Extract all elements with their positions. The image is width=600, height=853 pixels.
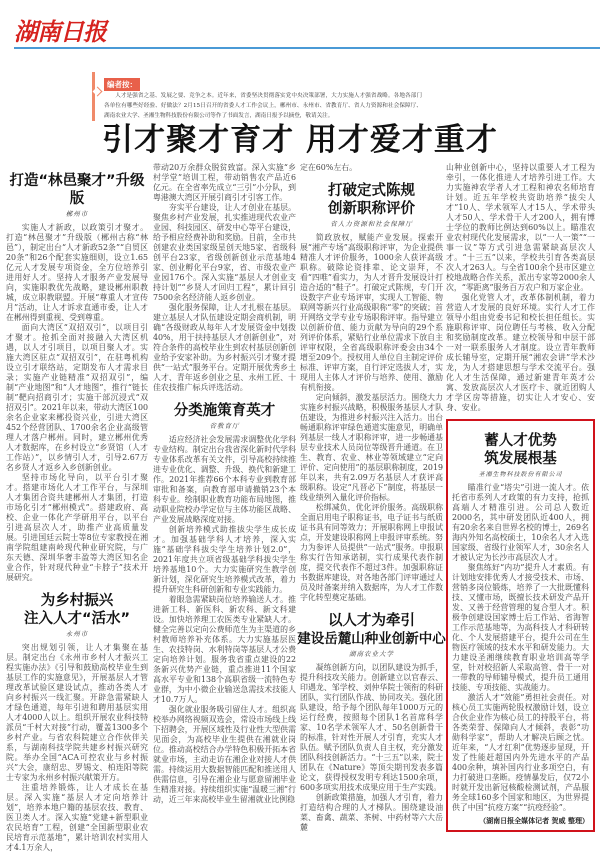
article-paragraph: 松绑减负，优化评价服务。高级职称全面启用电子职称证书，电子证书与纸质证书具有同等效力；开展职称网上申报试点，开发建设职称网上申报评审系统。努力为参评人员提供“一站式”服务。申报职称实行告知承诺制，实行成果代表作制度，提交代表作不超过3件。加强职称证书数据库建设，对各地各部门评审通过人员及时备案并纳入数据库，为人才工作数字化转型奠定基础。 [300,503,443,602]
article-paragraph: 激活人才“效能”勇担社会责任。对核心员工实施两轮股权激励计划，设立合伙企业作为核心员工的持股平台，将各类荣誉、保障向人才倾斜，表彰“功勋科学家”，帮助人才解决后顾之忧。近年来，“人才红利”优势逐步显现，开发了性能赶超国内外先进水平的产品400余种，填补国内行业多项空白，有力打破进口垄断。疫情暴发后，仅72小时就开发出新冠核酸检测试剂，产品服务全球160多个国家和地区，为世界提供了中国“抗疫方案”“抗疫经验”。 [452,693,589,812]
column-1 [6,163,148,853]
editor-note-text: 人才是强省之基、发展之要、竞争之本。近年来，省委坚决贯彻落实党中央决策部署，大力实施人才强省战略。各地各部门各单位有哪些好经验、好做法？2月15日召开的省委人才工作会议上，郴州市、永州市、省教育厅、省人力资源和社会保障厅、湖南农业大学、圣湘生物科技股份有限公司等作了书面发言，湖南日报予以摘登，敬请关注。 [104,93,422,119]
article-paragraph: 瞄准行业“塔尖”引进一流人才。依托省市系列人才政策的有力支持，抢抓高端人才精准引进。公司总人数近2000名，其中研发团队近400人，拥有20余名来自世界名校的博士，269名海内外知名高校硕士，10余名人才入选国家级、省级行业领军人才，30余名人才被认定为长沙市高层次人才。 [452,483,589,562]
article-body [452,483,589,813]
article-title-line: 筑发展根基 [484,451,557,467]
article-byline: 郴州市 [65,210,89,218]
article-paragraph: 强化党管人才，改革体制机制，着力营造人才发展的良好环境。实行人才工作领导小组由党委书记和校长担任组长。实施职称评审、岗位聘任与考核、收入分配和奖励制度改革。建立校领导和中层干部一对一联系服务人才制度。设立青年教师成长辅导室，定期开展“湘农会讲”学术沙龙，为人才搭建思想与学术交流平台。强化人才生活保障，通过新建青年英才公寓、发放高层次人才医疗卡、就近团购人才学区房等措施，切实让人才安心、安身、安业。 [446,293,595,412]
article-title-line: 创新职称评价 [328,201,415,217]
article-body [6,643,148,853]
article-paragraph: 突出规划引领，让人才集聚在基层。制定出台《永州市乡村人才振兴工程实施办法》《引导和鼓励高校毕业生到基层工作的实施意见》，开展基层人才管理改革试验区建设试点，推动各类人才向乡村振兴一线汇聚。开辟急需紧缺人才绿色通道，每年引进和聘用基层实用人才4000人以上。组织开展农业科技特派员“千村大对接”行动，覆盖1300多个乡村产业。与省农科院建立合作伙伴关系，与湖南科技学院共建乡村振兴研究院。举办全国“ACA可控农业与乡村振兴”大会，康绍忠、罗锡文、柏连阳等院士专家为永州乡村振兴献策开方。 [6,643,148,782]
article-body [153,435,296,805]
article-paragraph: 强化就业服务吸引留住人才。组织高校举办网络视频双选会，常设市场线上线下招聘会，开展区域性及行业性大型供需见面会，为高校毕业生提供在湘就业岗位。推动高校结合办学特色积极开拓本省就业市场，主动走访在湘企业对接人才供需。持续运用大数据智能匹配和推送用人供需信息，引导在湘企业与愿意留湘毕业生精准对接。持续组织实施“温暖三湘”行动，近三年来高校毕业生留湘就业比例稳 [153,705,296,804]
article-title-line: 以人才为牵引 [328,613,415,629]
article-body [300,663,443,833]
featured-article-box [446,419,595,832]
article-paragraph: 实施人才新政，以政策引才聚才。打造“林邑聚才”升级版（郴州古称“林邑”），制定出台“人才新政52条”“自贸区20条”和26个配套实施细则，设立1.65亿元人才发展专项资金，全方位培养引进用好人才。坚持人才服务产业发展导向，实施职教优先战略，建设郴州职教城，成立职教联盟。开展“尊重人才宣传月”活动，让人才诉求直通市委，让人才在郴州得到重视、受到尊重。 [6,223,148,322]
article-byline: 圣湘生物科技股份有限公司 [478,471,563,478]
column-4 [446,163,595,832]
article-title-line: 注入人才“活水” [23,611,131,627]
newspaper-logo: 湖南日报 [14,17,106,46]
article-title: 打造“林邑聚才”升级版 [9,173,145,207]
article-title-line: 为乡村振兴 [40,593,114,609]
article-byline: 湖南农业大学 [349,650,394,658]
article-body-continued [446,163,595,413]
article-title: 分类施策育英才 [173,403,276,419]
article-byline: 省人力资源和社会保障厅 [330,220,413,228]
article-paragraph: 夯实平台建设，让人才创业在基层。聚焦乡村产业发展，扎实推进现代农业产业园、科技园区、研发中心等平台建设，给予相应经费补助和奖励。目前，全市共创建农业类国家级星创天地5家、省级科创平台23家，省级创新创业示范基地4家、创业孵化平台9家，省、市级农业产业园176个。深入实施“基层人才创业支持计划”“乡贤人才回归工程”，累计回引7500余名经济能人返乡创业。 [153,203,296,302]
article-paragraph: 带动20万余群众脱贫致富。深入实施“乡村学堂”培训工程，带动销售农产品近6亿元。在全省率先成立“三引”小分队，到粤港澳大湾区开展引商引才引客工作。 [153,163,296,202]
article-paragraph: 凝练创新方向，以团队建设为抓手，提升科技攻关能力。创新建立以官春云、印遇龙、邹学校、刘仲华院士领衔的科研团队，实行团队作战、协同攻关。强化团队建设，给予每个团队每年1000万元的运行经费，按照每个团队1名首席科学家、10名学术领军人才、50名创新骨干的标准，针对性开展人才引育，充实人才队伍。赋予团队负责人自主权，充分激发团队科技创新活力。“十三五”以来，院士团队在《Nature》等顶尖期刊发表多篇论文，获得授权发明专利达1500余项，600多项实用技术成果应用于生产实践。 [300,663,443,792]
masthead-rule [14,47,600,49]
article-paragraph: 定在60%左右。 [300,163,357,172]
page-headline: 引才聚才育才 用才爱才重才 [102,122,498,158]
article-paragraph: 创新培养模式助推拔尖学生成长成才。加强基础学科人才培养，深入实施“基础学科拔尖学生培养计划2.0”，2021年度共立项省级基础学科拔尖学生培养基地10个。大力实施研究生教学创新计划，深化研究生培养模式改革，着力提升研究生科研创新和专业实践能力。 [153,525,296,594]
article-credit: （湖南日报全媒体记者 贺威 整理） [479,817,589,825]
editor-note [92,72,432,121]
editor-note-label: 编者按： [104,78,140,91]
article-paragraph: 坚持市场化导向，以平台引才聚才。搭建市场化人才工作平台，与深圳人才集团合资共建郴州人才集团，打造市场化引才“郴州模式”。搭建政府、高校、企业一体化产学研用平台，以平台引进高层次人才，助推产业高质量发展。引进国廷云院士等8位专家教授在湘南学院组建南岭现代种业研究院，与广东天德、深圳华奢丰盈等大湾区知名企业合作，针对现代种业“卡脖子”技术开展研究。 [6,473,148,582]
article-paragraph: 强化服务保障，让人才扎根在基层。建立基层人才队伍建设定期会商机制，明确“各级财政从每年人才发展资金中划拨40%，用于扶持基层人才创新创业”，对符合条件的高校毕业生到农村基层创新创业给予安家补助。为乡村振兴引才聚才提供“一站式”服务平台。定期开展优秀乡土人才、青年返乡创业之星、永州工匠、十佳农技推广标兵评选活动。 [153,303,296,392]
column-3 [297,163,446,833]
article-paragraph: 面向大湾区“双招双引”，以项目引才聚才。抢抓全面对接融入大湾区机遇，以人才引项目，以项目聚人才。实施大湾区驻点“双招双引”，在驻粤机构设立引才联络站，定期发布人才需求目录；实施产业链精准“双招双引”，编制“产业地图”和“人才地图”，推行“链长制”靶向招商引才；实施干部沉浸式“双招双引”。2021年以来，带动大湾区100余名企业家来郴投资兴业，引进大湾区452个经营团队、1700余名企业高级管理人才落户郴州。同时，建立郴州优秀人才数据库，在乡村设立“乡贤馆（人才工作站）”，以乡情引人才，引导2.67万名乡贤人才返乡入乡创新创业。 [6,323,148,472]
article-title-line: 建设岳麓山种业创新中心 [297,631,446,647]
article-paragraph: 定向倾斜，激发基层活力。围绕大力实施乡村振兴战略，积极服务基层人才队伍建设，为推进乡村振兴注入活力。出台畅通职称评审绿色通道实施意见，明确单列基层一线人才职称评审，进一步畅通基层专业技术人员岗位等级晋升通道。在卫生、教育、农业、林业等领域建立“定向评价、定向使用”的基层职称制度，2019年以来，共有2.09万名基层人才获评高级职称。设定“凡晋必下”制度，将基层一线业绩列入量化评价指标。 [300,393,443,502]
article-body-continued [300,163,443,173]
article-paragraph: 创新政策措施，加强人才引育，着力打造结构合理的人才梯队。围绕建设油菜、畜禽、蔬菜、茶树、中药材等六大岳麓 [300,793,443,832]
note-bar [92,72,95,121]
article-paragraph: 着眼急需紧缺岗位培养输送人才。推进新工科、新医科、新农科、新文科建设。加快培养理工农医类专业紧缺人才。健全完善以定向公费师范生为主渠道的乡村教师培养补充体系。大力实施基层医生、农技特岗、水利特岗等基层人才公费定向培养计划。服务我省重点建设的22条新兴优势产业链，重点推进11个国家高水平专业和138个高职省级一流特色专业群，为中小微企业输送急需技术技能人才10.7万人。 [153,595,296,704]
article-paragraph: 山种业创新中心，坚持以重要人才工程为牵引，一体化推进人才培养引进工作。大力实施神农学者人才工程和神农名师培育计划。近五年学校共资助培养“拔尖人才”10人、学术领军人才15人、学术带头人才50人、学术骨干人才200人，拥有博士学位的教师比例达到60%以上。瞄准农业农村现代化发展需求，以“一人一策”“一事一议”等方式引进急需紧缺高层次人才。“十三五”以来，学校共引育各类高层次人才263人。与全省100余个县市区建立校地战略合作关系，派出专家等2000余人次，“零距离”服务百万农户和万家企业。 [446,163,595,292]
article-body [300,233,443,603]
article-paragraph: 聚焦练好“内功”提升人才素质。有计划地安排优秀人才接受技术、市场、营销多岗位锻炼，培养了一大批既懂科技、又懂市场，既擅长技术研发产品开发、又善于经营管理的复合型人才。积极争创建设国家博士后工作站、省海智工作示范基地等，为高科技人才科研转化、个人发展搭建平台，提升公司在生物医疗领域的技术水平和研发能力。大力建设圣湘继续教育职业培训高等学堂，针对校招新人采取高管、骨干一对一带教的导师辅导模式，提升员工通用技能、专项技能、实战能力。 [452,563,589,692]
article-paragraph: 注重培养锻炼，让人才成长在基层。深入实施“基层人才定向培养计划”，培养本地户籍的基层农技、教育、医卫类人才。深入实施“党建+新型职业农民培育”工程，创建“全国新型职业农民培育示范基地”，累计培训农村实用人才4.1万余人， [6,783,148,852]
article-paragraph: 适应经济社会发展需求调整优化学科专业结构。制定出台我省深化新时代学科专业体系改革有关文件，引导高校持续推进专业优化、调整、升级、换代和新建工作。2021年推荐66个本科专业到教育部审批和备案，向教育部申请撤销23个本科专业。绘制职业教育功能布局地图，推动职业院校办学定位与主体功能区战略、产业发展战略深度对接。 [153,435,296,524]
article-body [6,223,148,583]
article-byline: 永州市 [65,630,89,638]
article-title-line: 打破定式陈规 [328,183,415,199]
column-2 [153,163,296,805]
article-body-continued [153,163,296,393]
article-paragraph: 简政放权，赋能产业发展。探索开展“湘产专场”高级职称评审，为企业提供精准人才评价服务，1000余人获评高级职称。破除论资排辈、论文崇拜，不看“四唯”看实力，为人才晋升发展设计打造合适的“鞋子”。打破定式陈规，专门开设数字产业专场评审，实现人工智能、物联网等新兴行业高级职称“零”的突破；首开网络文学专业专场职称评审。指导建立以创新价值、能力贡献为导向的29个系列评价体系，紧贴行业单位需求下放自主评审权限，全省高级职称评委会由34个增至209个。授权用人单位自主制定评价标准、评审方案，自行评定选拔人才，实现用人主体人才评价与培养、使用、激励有机衔接。 [300,233,443,392]
article-byline: 省教育厅 [209,422,240,430]
article-title-line: 蓄人才优势 [484,433,557,449]
